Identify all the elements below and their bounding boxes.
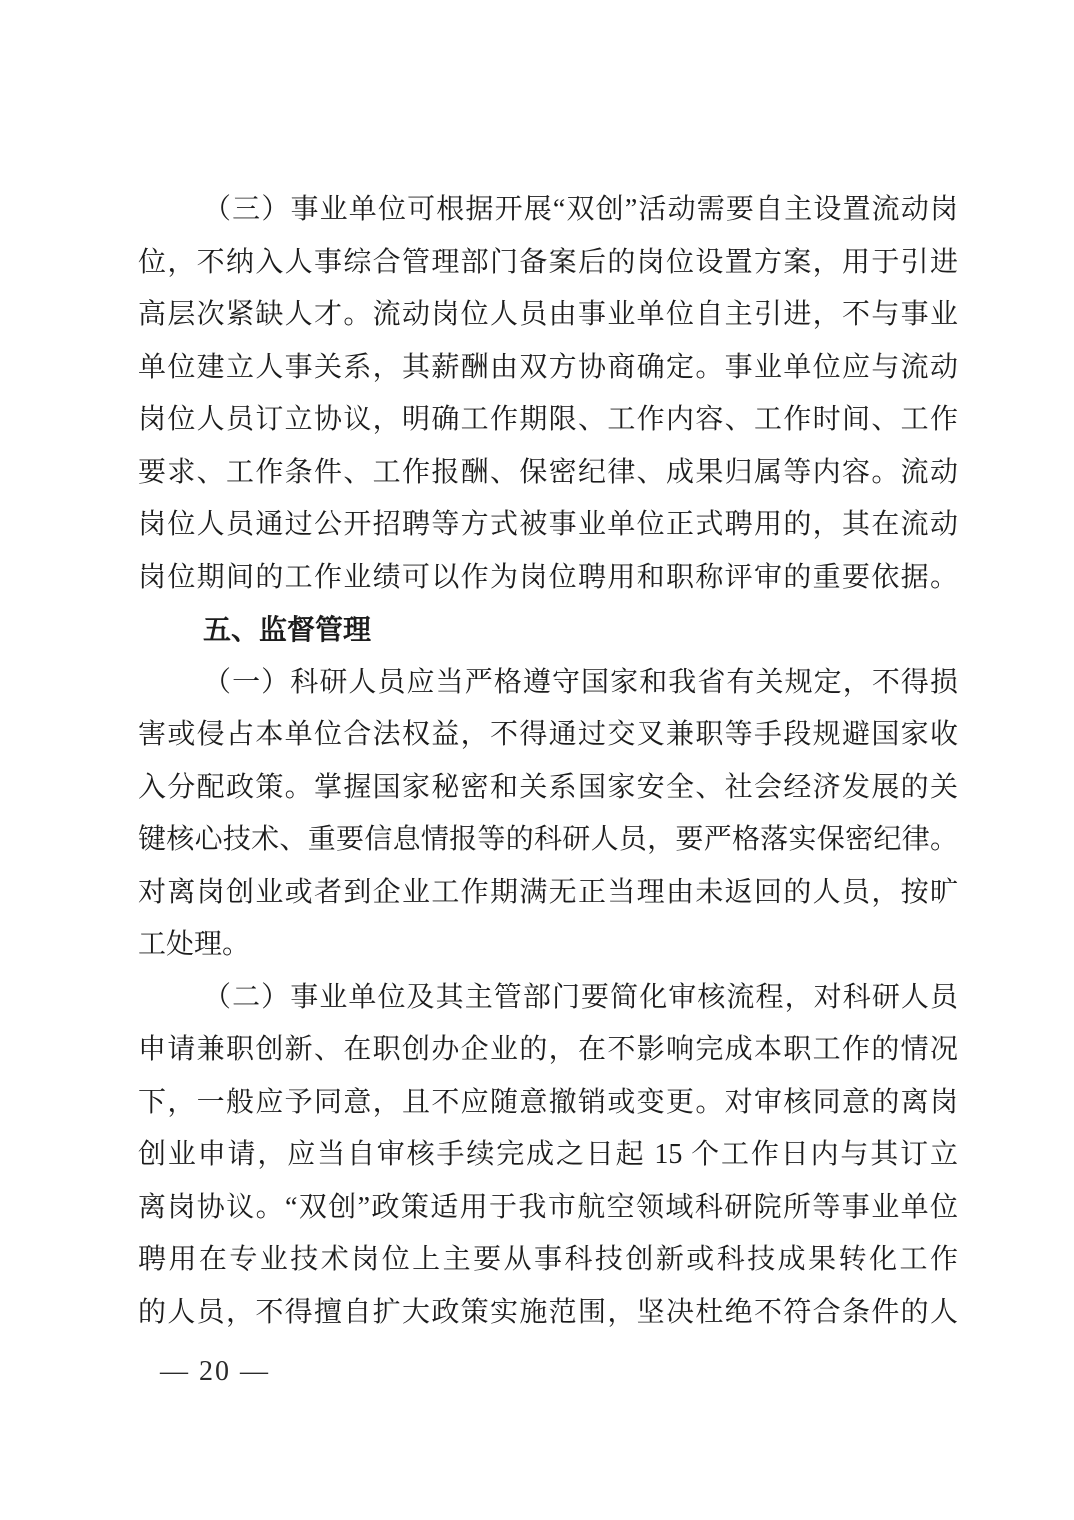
text-line: 创业申请，应当自审核手续完成之日起 15 个工作日内与其订立 <box>138 1139 958 1170</box>
text-line: （一）科研人员应当严格遵守国家和我省有关规定，不得损 <box>203 666 958 698</box>
section-heading: 五、监督管理 <box>203 614 372 645</box>
text-line: 岗位期间的工作业绩可以作为岗位聘用和职称评审的重要依据。 <box>138 561 958 593</box>
text-line: 岗位人员订立协议，明确工作期限、工作内容、工作时间、工作 <box>138 404 958 435</box>
text-line: 申请兼职创新、在职创办企业的，在不影响完成本职工作的情况 <box>138 1034 958 1065</box>
document-body <box>138 184 958 1339</box>
text-line: 单位建立人事关系，其薪酬由双方协商确定。事业单位应与流动 <box>138 351 958 383</box>
text-line: 工处理。 <box>138 929 251 960</box>
text-line: 害或侵占本单位合法权益，不得通过交叉兼职等手段规避国家收 <box>138 719 958 750</box>
text-line: 高层次紧缺人才。流动岗位人员由事业单位自主引进，不与事业 <box>138 299 958 330</box>
text-line: （二）事业单位及其主管部门要简化审核流程，对科研人员 <box>203 981 958 1013</box>
text-line: 聘用在专业技术岗位上主要从事科技创新或科技成果转化工作 <box>138 1244 958 1275</box>
text-line: 对离岗创业或者到企业工作期满无正当理由未返回的人员，按旷 <box>138 876 958 908</box>
text-line: 入分配政策。掌握国家秘密和关系国家安全、社会经济发展的关 <box>138 771 958 803</box>
text-line: 位，不纳入人事综合管理部门备案后的岗位设置方案，用于引进 <box>138 246 958 278</box>
text-line: 下，一般应予同意，且不应随意撤销或变更。对审核同意的离岗 <box>138 1086 958 1118</box>
text-line: 键核心技术、重要信息情报等的科研人员，要严格落实保密纪律。 <box>138 824 958 855</box>
text-line: 的人员，不得擅自扩大政策实施范围，坚决杜绝不符合条件的人 <box>138 1296 958 1328</box>
text-line: 岗位人员通过公开招聘等方式被事业单位正式聘用的，其在流动 <box>138 509 958 540</box>
text-line: 离岗协议。“双创”政策适用于我市航空领域科研院所等事业单位 <box>138 1191 958 1223</box>
page-number: — 20 — <box>160 1356 270 1387</box>
text-line: 要求、工作条件、工作报酬、保密纪律、成果归属等内容。流动 <box>138 456 958 488</box>
text-line: （三）事业单位可根据开展“双创”活动需要自主设置流动岗 <box>203 194 958 225</box>
